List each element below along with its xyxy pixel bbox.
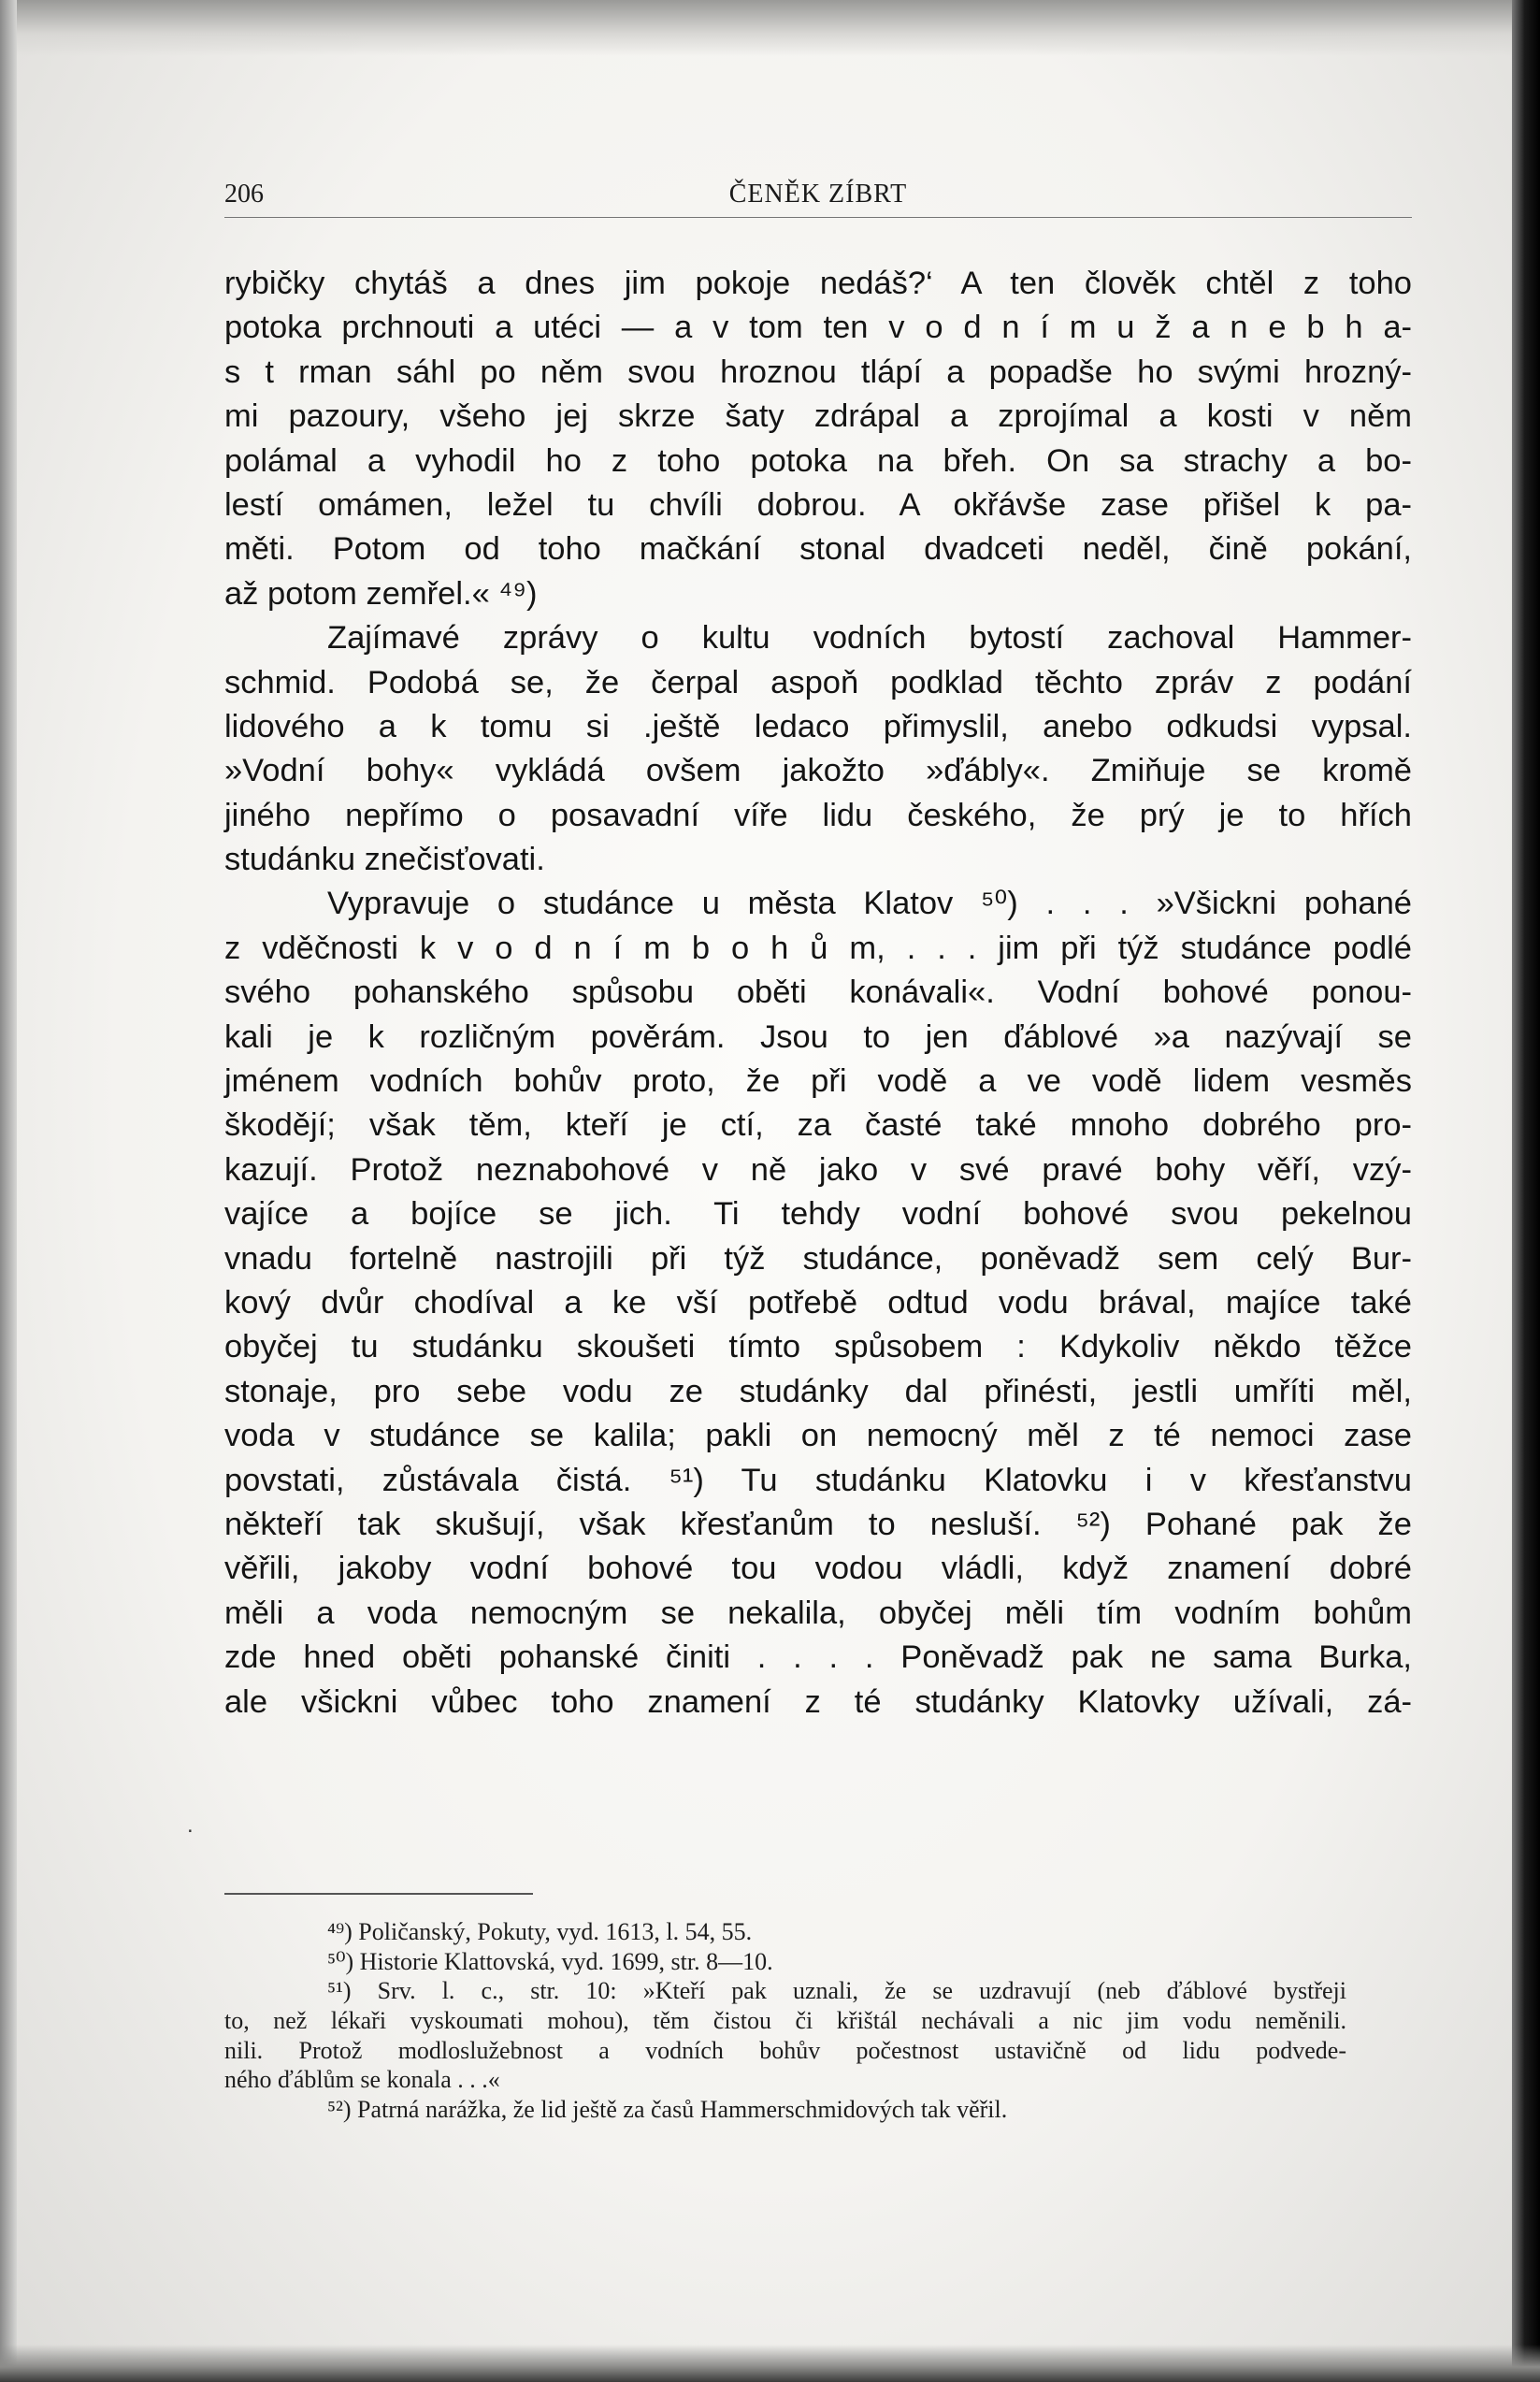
text-line: Zajímavé zprávy o kultu vodních bytostí zachoval Hammer-: [327, 620, 1412, 657]
scan-edge-top: [0, 0, 1540, 56]
text-line: někteří tak skušují, však křesťanům to nesluší. ⁵²) Pohané pak že: [224, 1506, 1412, 1542]
text-line: obyčej tu studánku skoušeti tímto spůsobem : Kdykoliv někdo těžce: [224, 1329, 1412, 1365]
header-rule: [224, 217, 1412, 218]
text-line: ale všickni vůbec toho znamení z té studánky Klatovky užívali, zá-: [224, 1683, 1412, 1720]
text-line: věřili, jakoby vodní bohové tou vodou vládli, když znamení dobré: [224, 1551, 1412, 1587]
text-line: Vypravuje o studánce u města Klatov ⁵⁰) . . . »Všickni pohané: [327, 886, 1412, 922]
scan-edge-bottom: [0, 2345, 1540, 2382]
text-line: měli a voda nemocným se nekalila, obyčej měli tím vodním bohům: [224, 1595, 1412, 1631]
text-line: až potom zemřel.« ⁴⁹): [224, 575, 538, 612]
text-line: měti. Potom od toho mačkání stonal dvadceti neděl, čině pokání,: [224, 531, 1412, 568]
footnote-line: ⁴⁹) Poličanský, Pokuty, vyd. 1613, l. 54, 55.: [327, 1918, 753, 1945]
footnotes: [224, 1917, 1346, 2125]
text-line: lidového a k tomu si .ještě ledaco přimyslil, anebo odkudsi vypsal.: [224, 708, 1412, 744]
text-line: polámal a vyhodil ho z toho potoka na břeh. On sa strachy a bo-: [224, 442, 1412, 479]
footnote-line: to, než lékaři vyskoumati mohou), těm čistou či křištál nechávali a nic jim vodu neměnili.: [224, 2007, 1346, 2035]
text-line: škodějí; však těm, kteří je ctí, za časté také mnoho dobrého pro-: [224, 1107, 1412, 1144]
text-line: s t rman sáhl po něm svou hroznou tlápí a popadše ho svými hrozný-: [224, 354, 1412, 390]
running-title: ČENĚK ZÍBRT: [728, 180, 908, 209]
text-line: jménem vodních bohův proto, že při vodě a ve vodě lidem vesměs: [224, 1063, 1412, 1100]
text-line: schmid. Podobá se, že čerpal aspoň podklad těchto zpráv z podání: [224, 664, 1412, 700]
text-line: kový dvůr chodíval a ke vší potřebě odtud vodu brával, majíce také: [224, 1284, 1412, 1321]
margin-dot: .: [187, 1812, 194, 1838]
main-text: [224, 262, 1412, 1725]
text-line: kali je k rozličným pověrám. Jsou to jen ďáblové »a nazývají se: [224, 1018, 1412, 1055]
text-line: z vděčnosti k v o d n í m b o h ů m, . . . jim při týž studánce podlé: [224, 930, 1412, 966]
footnote-line: ⁵⁰) Historie Klattovská, vyd. 1699, str. 8—10.: [327, 1947, 773, 1975]
text-line: zde hned oběti pohanské činiti . . . . Poněvadž pak ne sama Burka,: [224, 1639, 1412, 1676]
text-line: vajíce a bojíce se jich. Ti tehdy vodní bohové svou pekelnou: [224, 1196, 1412, 1233]
text-line: rybičky chytáš a dnes jim pokoje nedáš?‘ A ten člověk chtěl z toho: [224, 266, 1412, 301]
text-line: vnadu fortelně nastrojili při týž studánce, poněvadž sem celý Bur-: [224, 1240, 1412, 1277]
text-line: kazují. Protož neznabohové v ně jako v své pravé bohy věří, vzý-: [224, 1151, 1412, 1188]
page-number: 206: [224, 180, 264, 209]
footnote-line: ⁵²) Patrná narážka, že lid ještě za časů Hammerschmidových tak věřil.: [327, 2096, 1008, 2124]
footnote-rule: [224, 1893, 533, 1895]
footnote-line: nili. Protož modloslužebnost a vodních bohův počestnost ustavičně od lidu podvede-: [224, 2036, 1346, 2064]
page-header: [224, 172, 1412, 213]
text-line: voda v studánce se kalila; pakli on nemocný měl z té nemoci zase: [224, 1418, 1412, 1454]
text-line: mi pazoury, všeho jej skrze šaty zdrápal a zprojímal a kosti v něm: [224, 398, 1412, 435]
text-line: povstati, zůstávala čistá. ⁵¹) Tu studánku Klatovku i v křesťanstvu: [224, 1462, 1412, 1498]
scan-edge-left: [0, 0, 17, 2382]
text-line: studánku znečisťovati.: [224, 842, 545, 878]
text-line: »Vodní bohy« vykládá ovšem jakožto »ďábly«. Zmiňuje se kromě: [224, 753, 1412, 789]
text-line: svého pohanského spůsobu oběti konávali«. Vodní bohové ponou-: [224, 974, 1412, 1011]
text-line: lestí omámen, ležel tu chvíli dobrou. A okřávše zase přišel k pa-: [224, 486, 1412, 523]
footnote-line: ⁵¹) Srv. l. c., str. 10: »Kteří pak uznali, že se uzdravují (neb ďáblové bystřeji: [327, 1977, 1346, 2005]
footnote-line: ného ďáblům se konala . . .«: [224, 2066, 500, 2094]
text-line: stonaje, pro sebe vodu ze studánky dal přinésti, jestli umříti měl,: [224, 1373, 1412, 1409]
text-line: potoka prchnouti a utéci — a v tom ten v o d n í m u ž a n e b h a-: [224, 310, 1412, 346]
scan-edge-right: [1512, 0, 1540, 2382]
text-line: jiného nepřímo o posavadní víře lidu českého, že prý je to hřích: [224, 797, 1412, 833]
